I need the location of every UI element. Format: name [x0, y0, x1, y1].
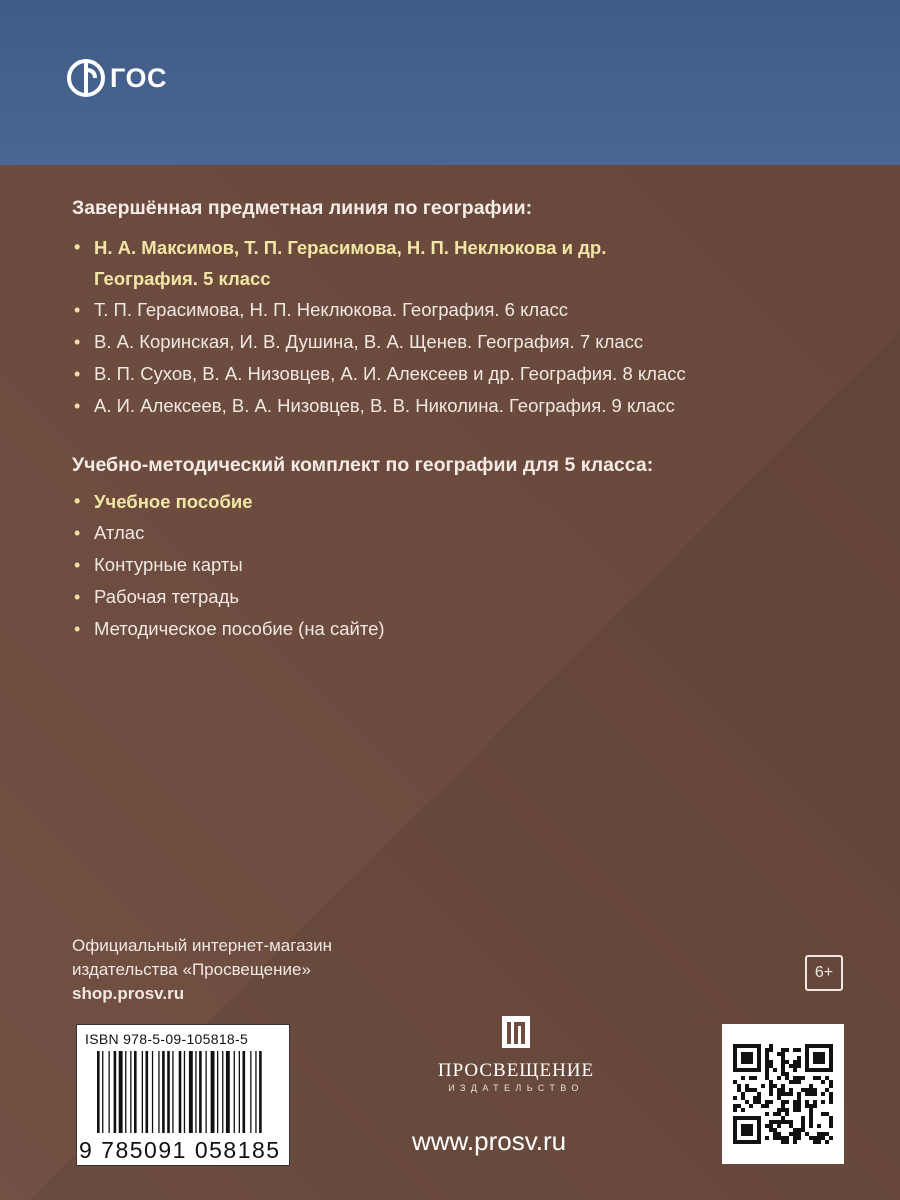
qr-code[interactable]	[722, 1024, 844, 1164]
shop-info	[72, 934, 332, 1006]
list-item-grade-9: • А. И. Алексеев, В. А. Низовцев, В. В. Николина. География. 9 класс	[72, 390, 686, 422]
shop-url-link[interactable]: shop.prosv.ru	[72, 984, 185, 1003]
section-heading-kit: Учебно-методический комплект по географии для 5 класса:	[72, 454, 654, 476]
publisher-name: ПРОСВЕЩЕНИЕ	[437, 1060, 595, 1081]
shop-line-2: издательства «Просвещение»	[72, 960, 311, 979]
list-item-grade-6: • Т. П. Герасимова, Н. П. Неклюкова. География. 6 класс	[72, 294, 686, 326]
kit-item-contour-maps: • Контурные карты	[72, 549, 385, 581]
kit-item-workbook: • Рабочая тетрадь	[72, 581, 385, 613]
isbn-number: ISBN 978-5-09-105818-5	[85, 1031, 249, 1047]
kit-list	[72, 486, 385, 645]
qr-code-pattern	[722, 1024, 844, 1164]
kit-item-methodical-guide: • Методическое пособие (на сайте)	[72, 613, 385, 645]
fgos-logo	[66, 58, 167, 98]
fgos-label: ГОС	[110, 62, 167, 93]
list-item-grade-7: • В. А. Коринская, И. В. Душина, В. А. Щенев. География. 7 класс	[72, 326, 686, 358]
barcode-digits: 9 785091 058185	[79, 1137, 281, 1163]
publisher-emblem-icon	[501, 1015, 531, 1049]
isbn-barcode	[76, 1024, 290, 1166]
subject-line-list	[72, 232, 686, 422]
list-item-grade-5	[72, 232, 686, 294]
shop-line-1: Официальный интернет-магазин	[72, 936, 333, 955]
list-item-grade-5-title: География. 5 класс	[94, 268, 271, 289]
kit-item-atlas: • Атлас	[72, 517, 385, 549]
section-heading-subject-line: Завершённая предметная линия по географии:	[72, 197, 533, 219]
list-item-grade-8: • В. П. Сухов, В. А. Низовцев, А. И. Алексеев и др. География. 8 класс	[72, 358, 686, 390]
publisher-url-link[interactable]: www.prosv.ru	[412, 1126, 567, 1156]
barcode-bars	[83, 1051, 283, 1137]
age-rating-badge: 6+	[805, 955, 843, 991]
publisher-subtitle: ИЗДАТЕЛЬСТВО	[448, 1083, 584, 1093]
kit-item-textbook: • Учебное пособие	[72, 486, 385, 517]
publisher-logo	[420, 1015, 612, 1093]
fgos-emblem-icon	[66, 58, 106, 98]
list-item-grade-5-authors: Н. А. Максимов, Т. П. Герасимова, Н. П. Неклюкова и др.	[94, 237, 607, 258]
